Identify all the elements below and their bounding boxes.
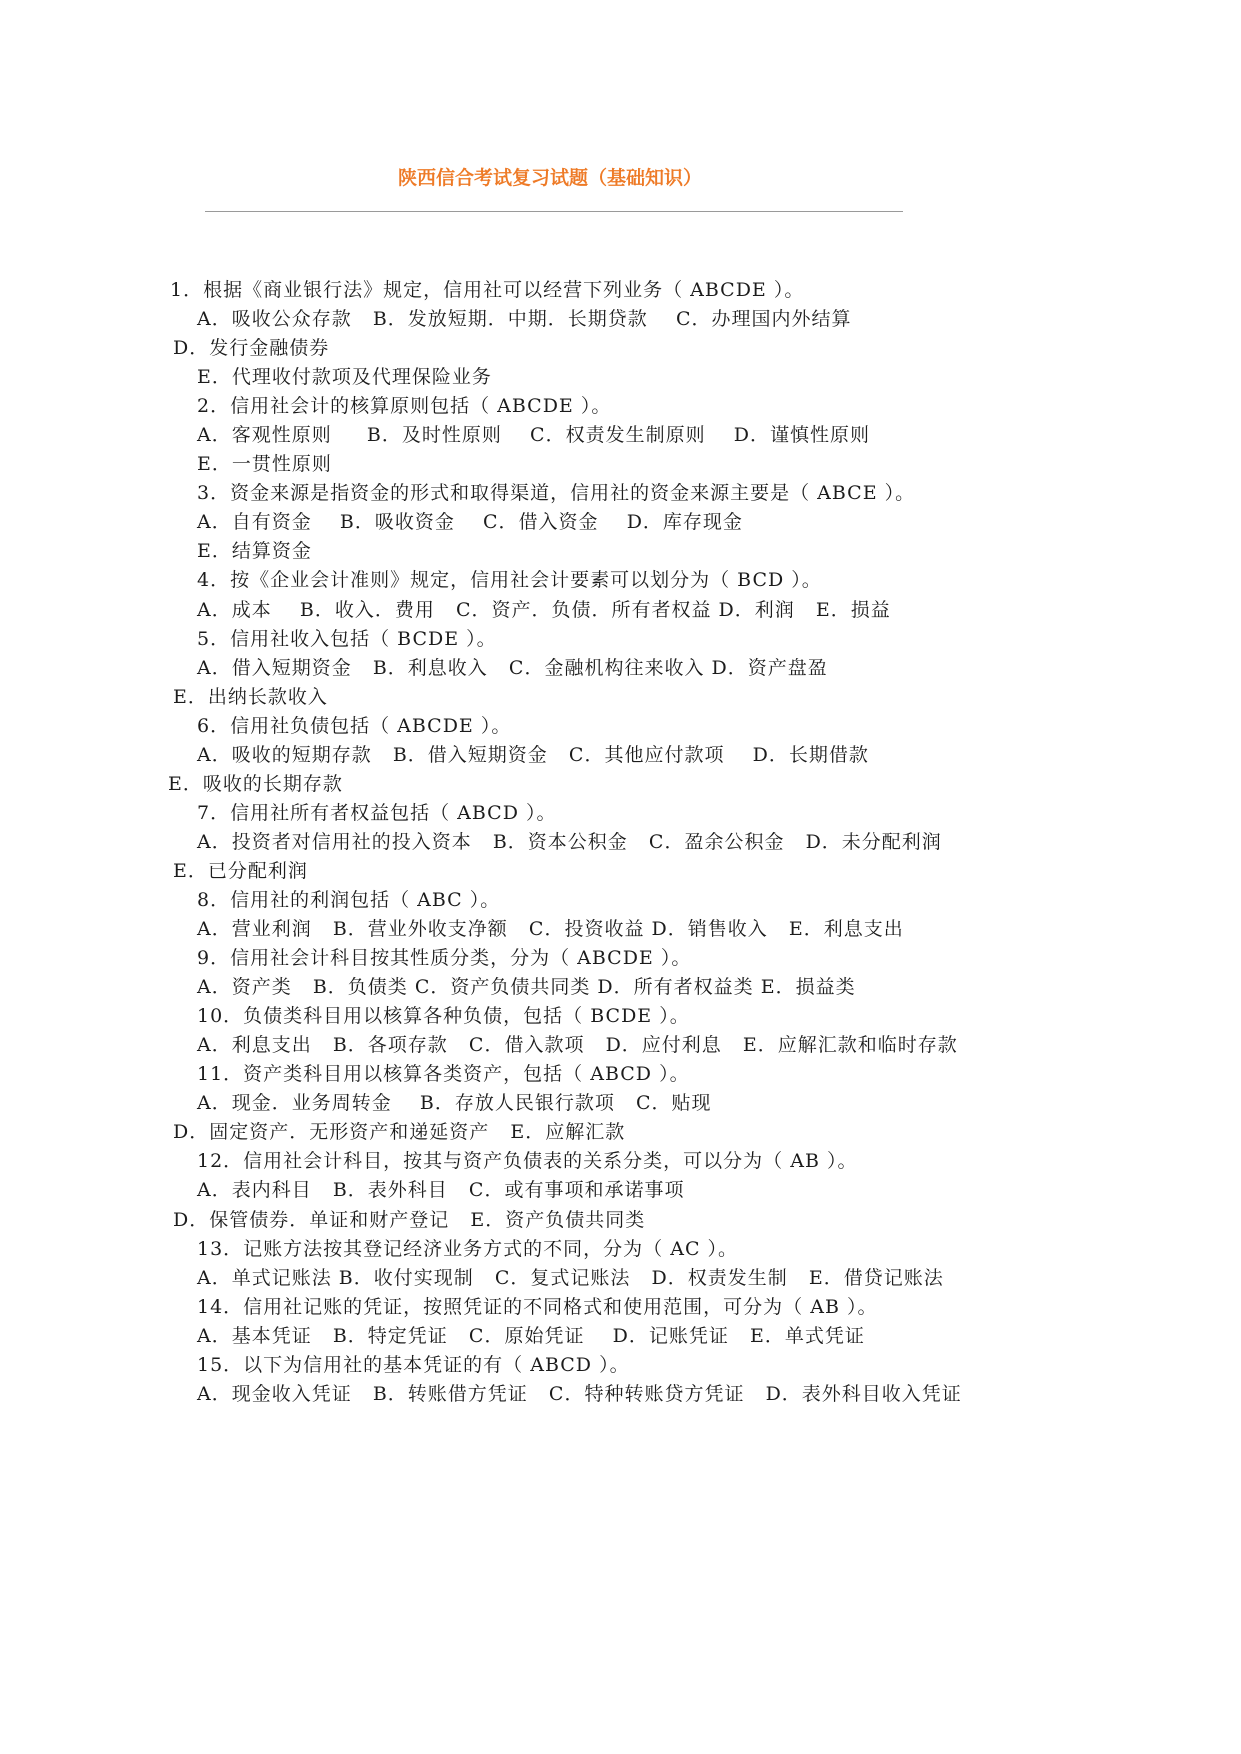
q2-stem: 2．信用社会计的核算原则包括（ ABCDE ）。 bbox=[197, 395, 612, 418]
q14-stem: 14．信用社记账的凭证，按照凭证的不同格式和使用范围，可分为（ AB ）。 bbox=[197, 1295, 878, 1318]
q8-stem: 8．信用社的利润包括（ ABC ）。 bbox=[197, 888, 501, 911]
q6-options-abcd: A．吸收的短期存款 B．借入短期资金 C．其他应付款项 D．长期借款 bbox=[197, 743, 869, 766]
q7-option-e: E．已分配利润 bbox=[173, 859, 308, 882]
q9-options-abcde: A．资产类 B．负债类 C．资产负债共同类 D．所有者权益类 E．损益类 bbox=[197, 976, 856, 999]
q12-options-de: D．保管债券．单证和财产登记 E．资产负债共同类 bbox=[173, 1208, 646, 1231]
q10-options-abcde: A．利息支出 B．各项存款 C．借入款项 D．应付利息 E．应解汇款和临时存款 bbox=[197, 1034, 958, 1057]
q9-stem: 9．信用社会计科目按其性质分类，分为（ ABCDE ）。 bbox=[197, 947, 692, 970]
q12-stem: 12．信用社会计科目，按其与资产负债表的关系分类，可以分为（ AB ）。 bbox=[197, 1150, 858, 1173]
q10-stem: 10．负债类科目用以核算各种负债，包括（ BCDE ）。 bbox=[197, 1005, 690, 1028]
q8-options-abcde: A．营业利润 B．营业外收支净额 C．投资收益 D．销售收入 E．利息支出 bbox=[197, 918, 904, 941]
q15-options-abcd: A．现金收入凭证 B．转账借方凭证 C．特种转账贷方凭证 D．表外科目收入凭证 bbox=[197, 1382, 962, 1405]
q6-option-e: E．吸收的长期存款 bbox=[168, 772, 343, 795]
document-title: 陕西信合考试复习试题（基础知识） bbox=[398, 167, 703, 189]
q11-stem: 11．资产类科目用以核算各类资产，包括（ ABCD ）。 bbox=[197, 1063, 690, 1086]
q7-options-abcd: A．投资者对信用社的投入资本 B．资本公积金 C．盈余公积金 D．未分配利润 bbox=[197, 830, 942, 853]
q11-options-abc: A．现金．业务周转金 B．存放人民银行款项 C．贴现 bbox=[197, 1092, 712, 1115]
question-list bbox=[0, 276, 1241, 1409]
q2-option-e: E．一贯性原则 bbox=[197, 453, 332, 476]
q2-options-abcd: A．客观性原则 B．及时性原则 C．权责发生制原则 D．谨慎性原则 bbox=[197, 424, 870, 447]
q4-options-abcde: A．成本 B．收入．费用 C．资产．负债．所有者权益 D．利润 E．损益 bbox=[197, 598, 891, 621]
q5-option-e: E．出纳长款收入 bbox=[173, 685, 328, 708]
q1-stem: 1．根据《商业银行法》规定，信用社可以经营下列业务（ ABCDE ）。 bbox=[170, 279, 805, 301]
q1-option-e: E．代理收付款项及代理保险业务 bbox=[197, 366, 492, 389]
q1-option-d: D．发行金融债券 bbox=[173, 337, 330, 360]
q13-stem: 13．记账方法按其登记经济业务方式的不同，分为（ AC ）。 bbox=[197, 1237, 739, 1260]
q12-options-abc: A．表内科目 B．表外科目 C．或有事项和承诺事项 bbox=[197, 1179, 685, 1202]
q3-options-abcd: A．自有资金 B．吸收资金 C．借入资金 D．库存现金 bbox=[197, 511, 743, 534]
q15-stem: 15．以下为信用社的基本凭证的有（ ABCD ）。 bbox=[197, 1353, 630, 1376]
q5-stem: 5．信用社收入包括（ BCDE ）。 bbox=[197, 627, 497, 650]
q6-stem: 6．信用社负债包括（ ABCDE ）。 bbox=[197, 714, 512, 737]
q14-options-abcde: A．基本凭证 B．特定凭证 C．原始凭证 D．记账凭证 E．单式凭证 bbox=[197, 1324, 865, 1347]
q3-stem: 3．资金来源是指资金的形式和取得渠道，信用社的资金来源主要是（ ABCE ）。 bbox=[197, 482, 916, 505]
q5-options-abcd: A．借入短期资金 B．利息收入 C．金融机构往来收入 D．资产盘盈 bbox=[197, 656, 828, 679]
q4-stem: 4．按《企业会计准则》规定，信用社会计要素可以划分为（ BCD ）。 bbox=[197, 569, 822, 592]
q3-option-e: E．结算资金 bbox=[197, 540, 312, 563]
q11-options-de: D．固定资产．无形资产和递延资产 E．应解汇款 bbox=[173, 1121, 626, 1144]
q13-options-abcde: A．单式记账法 B．收付实现制 C．复式记账法 D．权责发生制 E．借贷记账法 bbox=[197, 1266, 944, 1289]
q7-stem: 7．信用社所有者权益包括（ ABCD ）。 bbox=[197, 801, 557, 824]
title-divider bbox=[205, 211, 903, 212]
q1-options-abc: A．吸收公众存款 B．发放短期．中期．长期贷款 C．办理国内外结算 bbox=[197, 308, 852, 331]
